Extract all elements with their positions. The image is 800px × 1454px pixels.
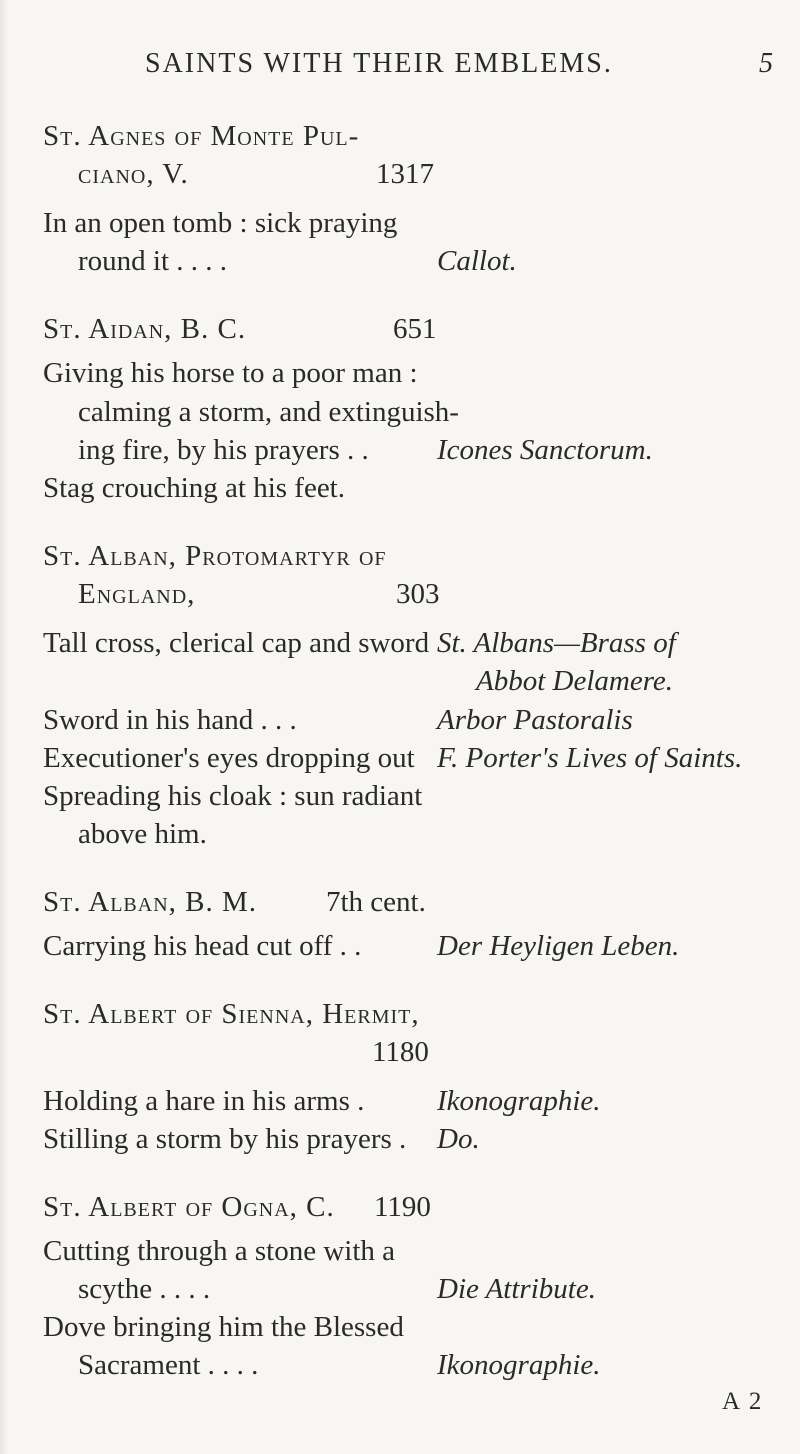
saint-name: St. Albert of Ogna, C. bbox=[43, 1191, 335, 1223]
emblem-text: Carrying his head cut off . . bbox=[43, 930, 362, 962]
emblem-text: Stag crouching at his feet. bbox=[43, 472, 345, 504]
saint-date: 303 bbox=[396, 578, 440, 610]
emblem-text-cont: ing fire, by his prayers . . bbox=[78, 434, 369, 466]
emblem-text: Giving his horse to a poor man : bbox=[43, 357, 418, 389]
saint-date: 1190 bbox=[374, 1191, 431, 1223]
saint-name: St. Alban, Protomartyr of bbox=[43, 540, 387, 572]
running-title: SAINTS WITH THEIR EMBLEMS. bbox=[145, 48, 613, 79]
saint-name: St. Agnes of Monte Pul- bbox=[43, 120, 360, 152]
saint-date: 651 bbox=[393, 313, 437, 345]
emblem-source: Ikonographie. bbox=[437, 1085, 601, 1117]
signature-mark: A 2 bbox=[722, 1388, 764, 1415]
emblem-source: Arbor Pastoralis bbox=[437, 704, 633, 736]
emblem-text-cont: calming a storm, and extinguish- bbox=[78, 396, 459, 428]
emblem-text: Stilling a storm by his prayers . bbox=[43, 1123, 407, 1155]
emblem-text-cont: scythe . . . . bbox=[78, 1273, 211, 1305]
emblem-source-cont: Abbot Delamere. bbox=[476, 665, 674, 697]
emblem-source: Ikonographie. bbox=[437, 1349, 601, 1381]
saint-name: St. Albert of Sienna, Hermit, bbox=[43, 998, 420, 1030]
saint-date: 1317 bbox=[376, 158, 434, 190]
page-number: 5 bbox=[759, 48, 775, 79]
saint-name: St. Aidan, B. C. bbox=[43, 313, 247, 345]
emblem-text: Holding a hare in his arms . bbox=[43, 1085, 365, 1117]
emblem-text-cont: above him. bbox=[78, 818, 207, 850]
emblem-source: St. Albans—Brass of bbox=[437, 627, 676, 659]
saint-name-cont: England, bbox=[78, 578, 196, 610]
emblem-text: Spreading his cloak : sun radiant bbox=[43, 780, 423, 812]
saint-name: St. Alban, B. M. bbox=[43, 886, 258, 918]
saint-name-cont: ciano, V. bbox=[78, 158, 189, 190]
emblem-text-cont: round it . . . . bbox=[78, 245, 228, 277]
emblem-text: Executioner's eyes dropping out bbox=[43, 742, 415, 774]
page-edge bbox=[0, 0, 8, 1454]
emblem-text: Tall cross, clerical cap and sword bbox=[43, 627, 430, 659]
emblem-source: Die Attribute. bbox=[437, 1273, 596, 1305]
emblem-text: In an open tomb : sick praying bbox=[43, 207, 398, 239]
emblem-source: F. Porter's Lives of Saints. bbox=[437, 742, 743, 774]
emblem-source: Callot. bbox=[437, 245, 517, 277]
emblem-text: Sword in his hand . . . bbox=[43, 704, 297, 736]
emblem-source: Der Heyligen Leben. bbox=[437, 930, 680, 962]
emblem-text: Cutting through a stone with a bbox=[43, 1235, 395, 1267]
emblem-text-cont: Sacrament . . . . bbox=[78, 1349, 259, 1381]
emblem-text: Dove bringing him the Blessed bbox=[43, 1311, 404, 1343]
saint-date: 1180 bbox=[372, 1036, 429, 1068]
saint-date: 7th cent. bbox=[326, 886, 426, 918]
emblem-source: Icones Sanctorum. bbox=[437, 434, 653, 466]
emblem-source: Do. bbox=[437, 1123, 480, 1155]
